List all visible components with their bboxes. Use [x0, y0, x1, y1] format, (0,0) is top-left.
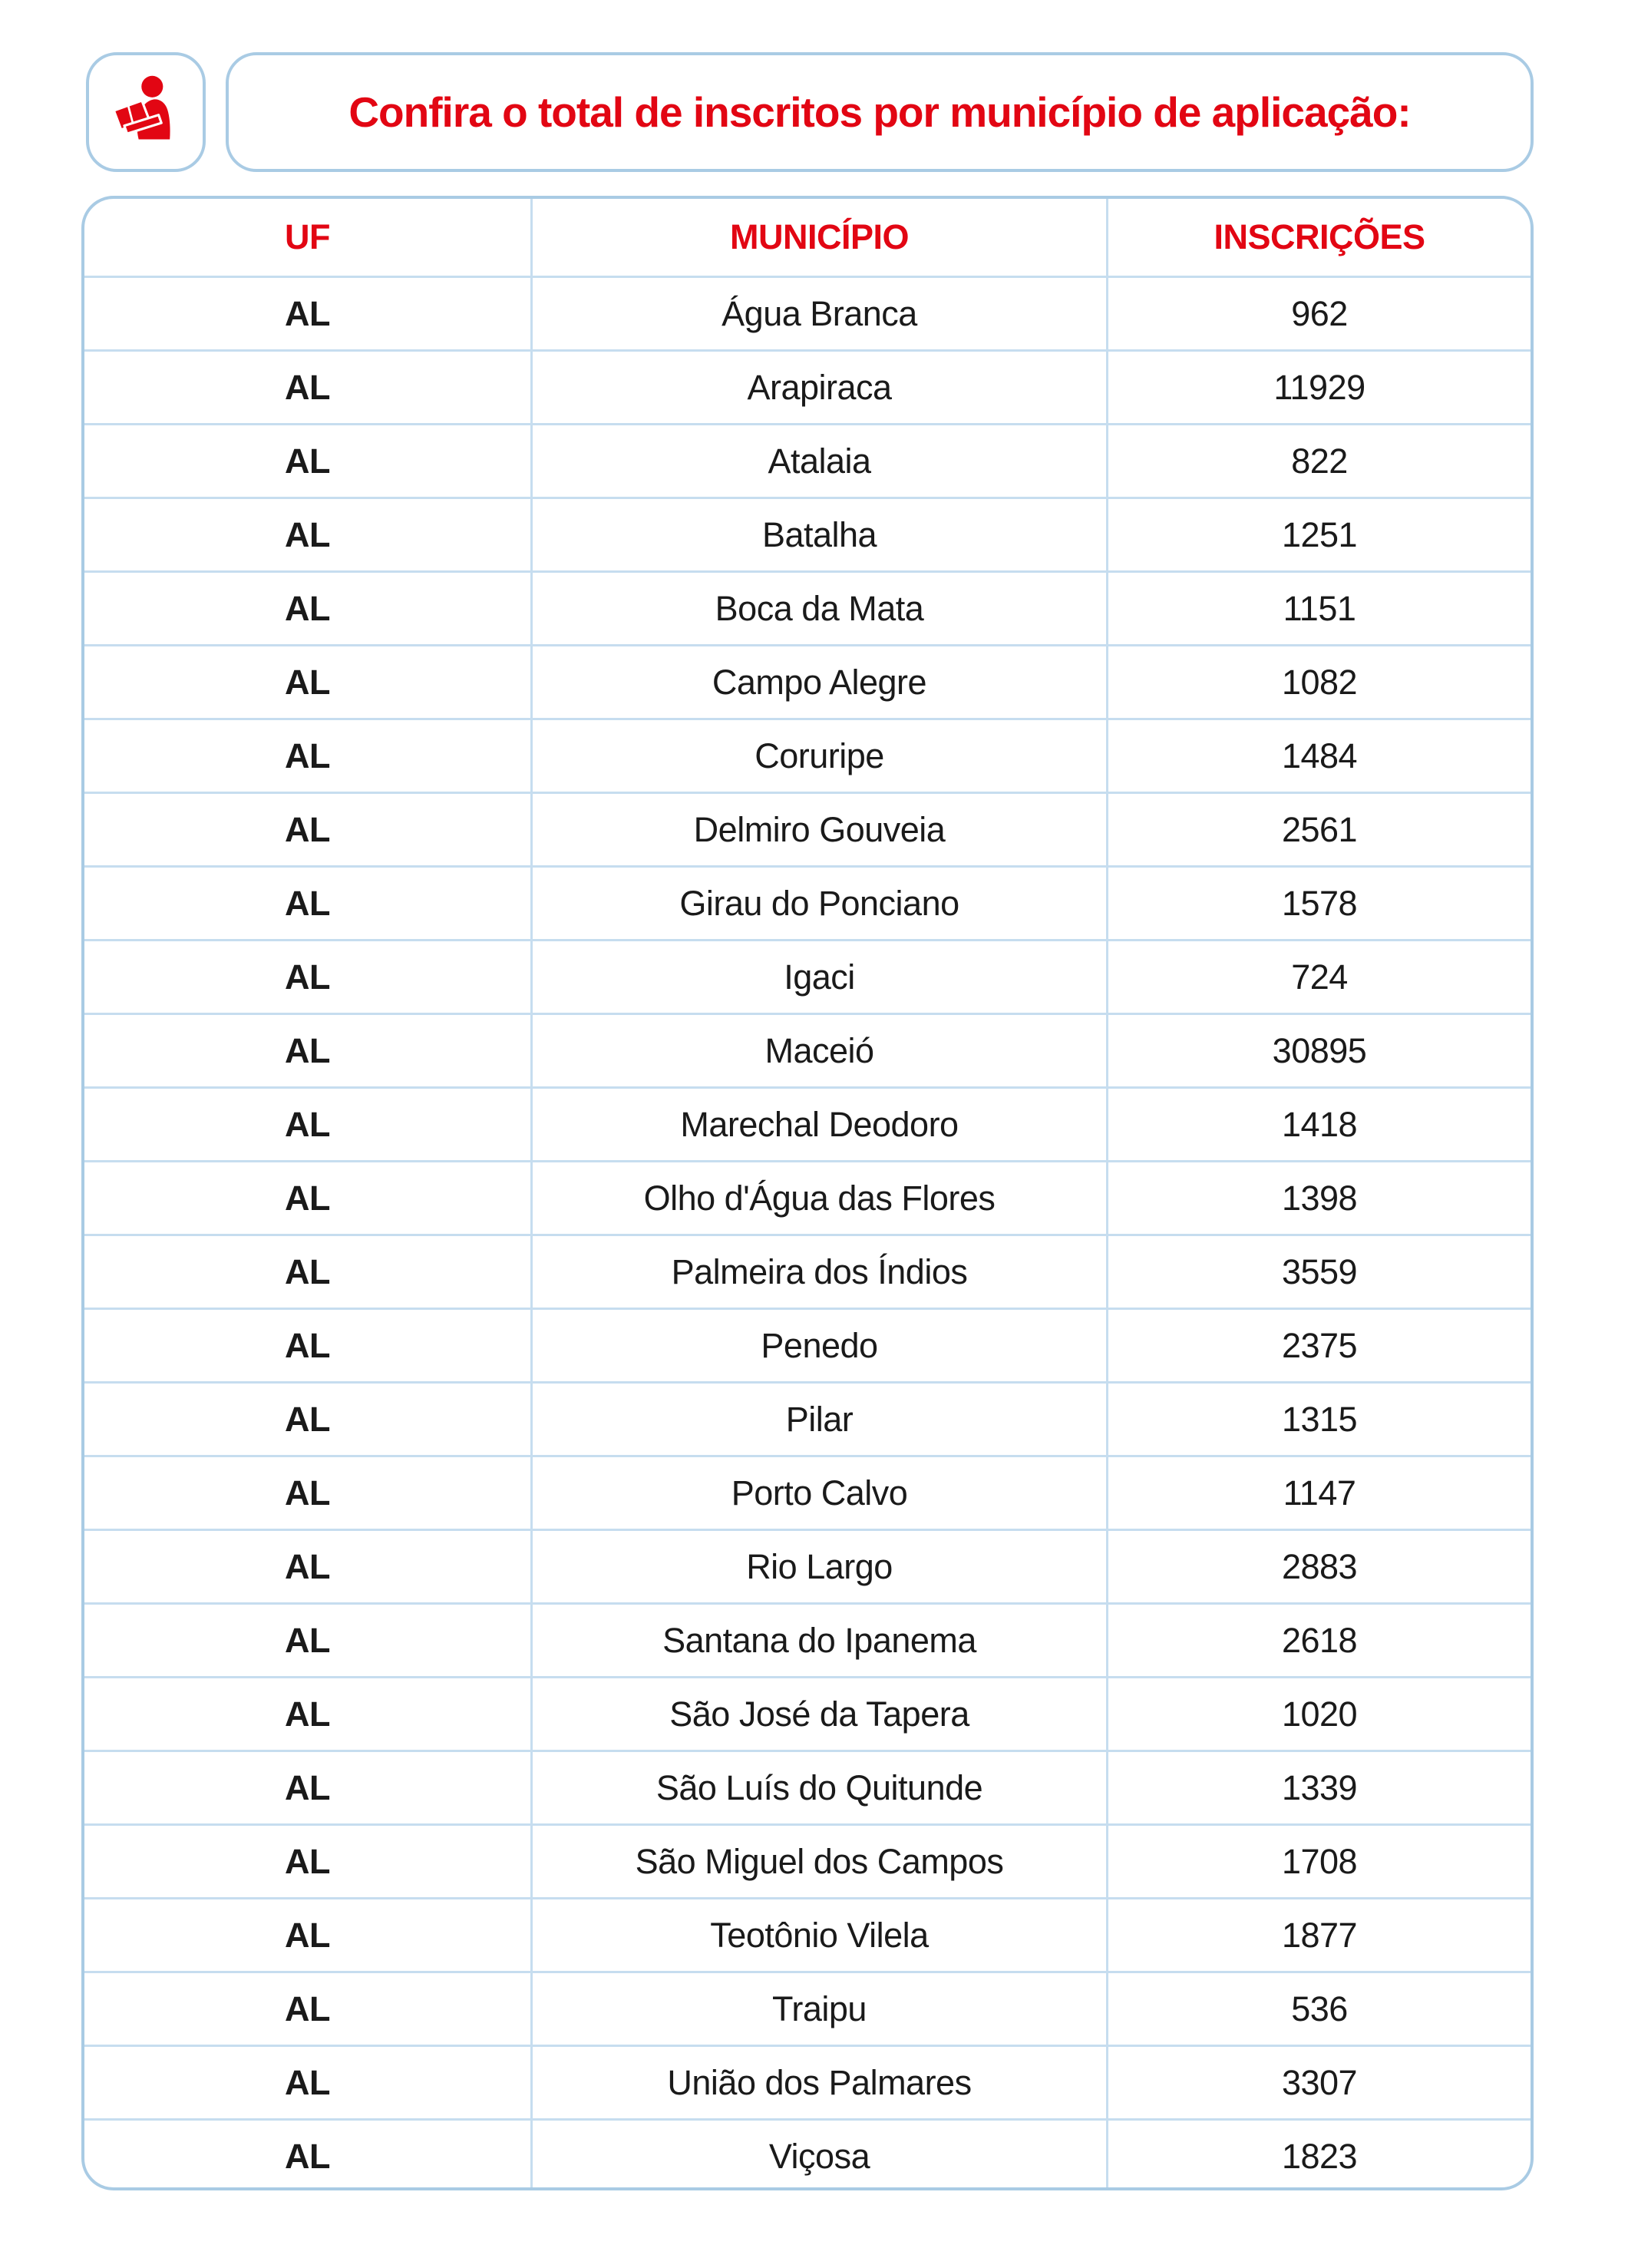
uf-cell: AL	[84, 1752, 533, 1823]
table-row	[84, 939, 1531, 1013]
inscricoes-cell: 2375	[1281, 1325, 1358, 1365]
inscricoes-cell: 3307	[1281, 2062, 1358, 2102]
municipio-cell: Traipu	[533, 1973, 1108, 2045]
uf-cell: AL	[84, 1236, 533, 1308]
column-header-uf: UF	[84, 199, 533, 276]
table-header-row	[84, 199, 1531, 276]
inscricoes-cell: 822	[1291, 441, 1348, 481]
uf-cell: AL	[84, 1973, 533, 2045]
municipio-cell: Delmiro Gouveia	[533, 794, 1108, 865]
uf-cell: AL	[84, 1162, 533, 1234]
table-row	[84, 1676, 1531, 1750]
inscricoes-cell: 1708	[1281, 1841, 1358, 1881]
uf-cell: AL	[84, 1678, 533, 1750]
municipio-cell: São Miguel dos Campos	[533, 1826, 1108, 1897]
inscricoes-cell: 1151	[1283, 588, 1356, 628]
uf-cell: AL	[84, 646, 533, 718]
municipio-cell: Igaci	[533, 941, 1108, 1013]
table-row	[84, 1086, 1531, 1160]
uf-cell: AL	[84, 1899, 533, 1971]
municipio-cell: São Luís do Quitunde	[533, 1752, 1108, 1823]
uf-cell: AL	[84, 499, 533, 570]
inscricoes-cell: 1823	[1281, 2136, 1358, 2176]
inscricoes-cell: 962	[1291, 293, 1348, 333]
municipio-cell: Marechal Deodoro	[533, 1089, 1108, 1160]
table-row	[84, 349, 1531, 423]
uf-cell: AL	[84, 278, 533, 349]
municipio-cell: Campo Alegre	[533, 646, 1108, 718]
table-row	[84, 1897, 1531, 1971]
table-row	[84, 1013, 1531, 1086]
table-row	[84, 1971, 1531, 2045]
inscricoes-cell: 3559	[1281, 1251, 1358, 1291]
municipio-cell: Rio Largo	[533, 1531, 1108, 1602]
table-row	[84, 718, 1531, 792]
uf-cell: AL	[84, 2121, 533, 2190]
inscricoes-cell: 1315	[1281, 1399, 1358, 1439]
table-row	[84, 2118, 1531, 2190]
uf-cell: AL	[84, 720, 533, 792]
table-row	[84, 1750, 1531, 1823]
reading-person-icon	[106, 71, 186, 154]
inscricoes-cell: 1020	[1281, 1694, 1358, 1734]
inscricoes-cell: 1147	[1283, 1473, 1356, 1513]
inscricoes-cell: 1418	[1281, 1104, 1358, 1144]
municipio-cell: Teotônio Vilela	[533, 1899, 1108, 1971]
inscricoes-cell: 2618	[1281, 1620, 1358, 1660]
municipio-cell: Arapiraca	[533, 352, 1108, 423]
inscricoes-cell: 1339	[1281, 1767, 1358, 1807]
uf-cell: AL	[84, 941, 533, 1013]
uf-cell: AL	[84, 2047, 533, 2118]
uf-cell: AL	[84, 1384, 533, 1455]
table-row	[84, 1160, 1531, 1234]
uf-cell: AL	[84, 794, 533, 865]
uf-cell: AL	[84, 1089, 533, 1160]
page-title: Confira o total de inscritos por município de aplicação:	[348, 88, 1411, 136]
table-row	[84, 1308, 1531, 1381]
uf-cell: AL	[84, 1826, 533, 1897]
municipio-cell: União dos Palmares	[533, 2047, 1108, 2118]
municipio-cell: Girau do Ponciano	[533, 868, 1108, 939]
inscricoes-cell: 2883	[1281, 1546, 1358, 1586]
inscricoes-cell: 724	[1291, 957, 1348, 997]
table-row	[84, 792, 1531, 865]
municipio-cell: Maceió	[533, 1015, 1108, 1086]
column-header-municipio: MUNICÍPIO	[533, 199, 1108, 276]
inscricoes-cell: 30895	[1272, 1030, 1367, 1070]
uf-cell: AL	[84, 352, 533, 423]
column-header-inscricoes: INSCRIÇÕES	[1214, 217, 1425, 256]
municipio-cell: Santana do Ipanema	[533, 1605, 1108, 1676]
uf-cell: AL	[84, 1310, 533, 1381]
municipio-cell: Porto Calvo	[533, 1457, 1108, 1529]
inscricoes-cell: 1877	[1281, 1915, 1358, 1955]
inscriptions-table	[81, 196, 1534, 2190]
inscricoes-cell: 2561	[1281, 809, 1358, 849]
uf-cell: AL	[84, 573, 533, 644]
reading-person-icon-box	[86, 52, 206, 172]
table-body	[84, 276, 1531, 2190]
title-banner	[226, 52, 1534, 172]
table-row	[84, 1823, 1531, 1897]
inscricoes-cell: 1082	[1281, 662, 1358, 702]
table-row	[84, 1602, 1531, 1676]
table-row	[84, 2045, 1531, 2118]
municipio-cell: Penedo	[533, 1310, 1108, 1381]
municipio-cell: Palmeira dos Índios	[533, 1236, 1108, 1308]
municipio-cell: Pilar	[533, 1384, 1108, 1455]
municipio-cell: Coruripe	[533, 720, 1108, 792]
uf-cell: AL	[84, 1531, 533, 1602]
table-row	[84, 644, 1531, 718]
uf-cell: AL	[84, 868, 533, 939]
inscricoes-cell: 536	[1291, 1989, 1348, 2028]
uf-cell: AL	[84, 1015, 533, 1086]
inscricoes-cell: 1251	[1281, 514, 1358, 554]
table-row	[84, 865, 1531, 939]
inscricoes-cell: 1484	[1281, 736, 1358, 775]
municipio-cell: Olho d'Água das Flores	[533, 1162, 1108, 1234]
uf-cell: AL	[84, 1457, 533, 1529]
inscricoes-cell: 1398	[1281, 1178, 1358, 1218]
table-row	[84, 276, 1531, 349]
table-row	[84, 1455, 1531, 1529]
table-row	[84, 1381, 1531, 1455]
table-row	[84, 1234, 1531, 1308]
inscricoes-cell: 11929	[1273, 367, 1365, 407]
uf-cell: AL	[84, 425, 533, 497]
municipio-cell: Boca da Mata	[533, 573, 1108, 644]
inscricoes-cell: 1578	[1281, 883, 1358, 923]
municipio-cell: Água Branca	[533, 278, 1108, 349]
table-row	[84, 570, 1531, 644]
municipio-cell: Atalaia	[533, 425, 1108, 497]
table-row	[84, 497, 1531, 570]
uf-cell: AL	[84, 1605, 533, 1676]
table-row	[84, 423, 1531, 497]
municipio-cell: Batalha	[533, 499, 1108, 570]
municipio-cell: Viçosa	[533, 2121, 1108, 2190]
table-row	[84, 1529, 1531, 1602]
municipio-cell: São José da Tapera	[533, 1678, 1108, 1750]
